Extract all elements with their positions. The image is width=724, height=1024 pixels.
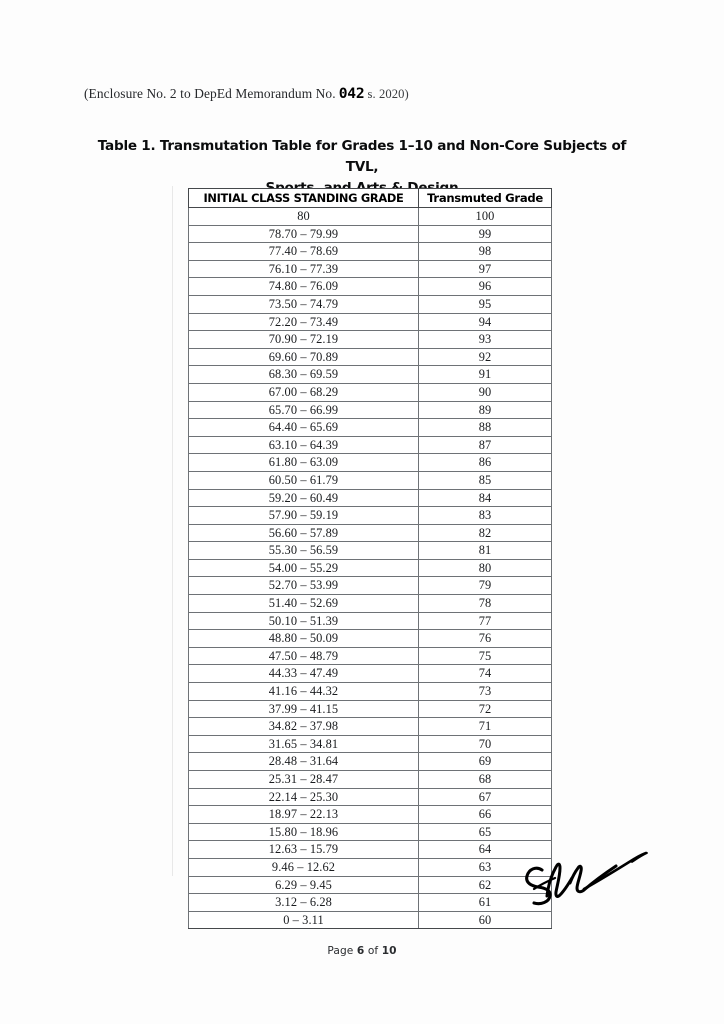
table-row [189,612,552,630]
cell-initial-class-standing-grade: 47.50 – 48.79 [189,647,419,665]
cell-initial-class-standing-grade: 61.80 – 63.09 [189,454,419,472]
cell-initial-class-standing-grade: 57.90 – 59.19 [189,507,419,525]
table-row [189,366,552,384]
cell-initial-class-standing-grade: 54.00 – 55.29 [189,559,419,577]
cell-transmuted-grade: 72 [419,700,552,718]
cell-transmuted-grade: 90 [419,383,552,401]
cell-transmuted-grade: 62 [419,876,552,894]
cell-initial-class-standing-grade: 65.70 – 66.99 [189,401,419,419]
table-row [189,876,552,894]
table-row [189,419,552,437]
table-row [189,823,552,841]
cell-initial-class-standing-grade: 73.50 – 74.79 [189,295,419,313]
table-row [189,208,552,226]
cell-initial-class-standing-grade: 78.70 – 79.99 [189,225,419,243]
table-row [189,665,552,683]
table-row [189,911,552,929]
cell-initial-class-standing-grade: 80 [189,208,419,226]
cell-initial-class-standing-grade: 74.80 – 76.09 [189,278,419,296]
table-row [189,295,552,313]
cell-transmuted-grade: 63 [419,858,552,876]
table-row [189,683,552,701]
cell-initial-class-standing-grade: 69.60 – 70.89 [189,348,419,366]
cell-transmuted-grade: 99 [419,225,552,243]
cell-transmuted-grade: 67 [419,788,552,806]
cell-initial-class-standing-grade: 56.60 – 57.89 [189,524,419,542]
cell-transmuted-grade: 100 [419,208,552,226]
footer-of-word: of [367,945,379,957]
table-row [189,858,552,876]
footer-total-pages: 10 [381,945,397,957]
table-row [189,718,552,736]
cell-initial-class-standing-grade: 15.80 – 18.96 [189,823,419,841]
cell-transmuted-grade: 69 [419,753,552,771]
cell-initial-class-standing-grade: 55.30 – 56.59 [189,542,419,560]
page-title-line-1: Table 1. Transmutation Table for Grades 1–10 and Non-Core Subjects of TVL, [97,138,627,175]
table-row [189,278,552,296]
cell-initial-class-standing-grade: 67.00 – 68.29 [189,383,419,401]
cell-transmuted-grade: 92 [419,348,552,366]
cell-transmuted-grade: 83 [419,507,552,525]
memorandum-series: s. 2020) [367,87,409,101]
table-row [189,348,552,366]
footer-current-page: 6 [356,945,365,957]
table-row [189,753,552,771]
cell-initial-class-standing-grade: 34.82 – 37.98 [189,718,419,736]
cell-initial-class-standing-grade: 37.99 – 41.15 [189,700,419,718]
cell-initial-class-standing-grade: 44.33 – 47.49 [189,665,419,683]
cell-transmuted-grade: 85 [419,471,552,489]
cell-transmuted-grade: 81 [419,542,552,560]
table-row [189,260,552,278]
cell-transmuted-grade: 80 [419,559,552,577]
page-footer [0,945,724,957]
cell-transmuted-grade: 61 [419,894,552,912]
memorandum-number-stamp: 042 [338,85,365,102]
cell-initial-class-standing-grade: 59.20 – 60.49 [189,489,419,507]
cell-initial-class-standing-grade: 22.14 – 25.30 [189,788,419,806]
table-row [189,225,552,243]
cell-initial-class-standing-grade: 18.97 – 22.13 [189,806,419,824]
table-row [189,489,552,507]
table-row [189,542,552,560]
cell-transmuted-grade: 84 [419,489,552,507]
cell-initial-class-standing-grade: 77.40 – 78.69 [189,243,419,261]
table-row [189,595,552,613]
cell-initial-class-standing-grade: 70.90 – 72.19 [189,331,419,349]
cell-transmuted-grade: 60 [419,911,552,929]
table-header-row [189,189,552,208]
cell-transmuted-grade: 98 [419,243,552,261]
cell-initial-class-standing-grade: 68.30 – 69.59 [189,366,419,384]
cell-transmuted-grade: 78 [419,595,552,613]
cell-initial-class-standing-grade: 72.20 – 73.49 [189,313,419,331]
cell-initial-class-standing-grade: 3.12 – 6.28 [189,894,419,912]
cell-transmuted-grade: 66 [419,806,552,824]
cell-initial-class-standing-grade: 6.29 – 9.45 [189,876,419,894]
cell-transmuted-grade: 75 [419,647,552,665]
transmutation-table [188,188,552,929]
table-row [189,841,552,859]
cell-initial-class-standing-grade: 51.40 – 52.69 [189,595,419,613]
table-header [189,189,552,208]
table-row [189,647,552,665]
cell-transmuted-grade: 94 [419,313,552,331]
cell-initial-class-standing-grade: 0 – 3.11 [189,911,419,929]
cell-transmuted-grade: 68 [419,771,552,789]
table-row [189,331,552,349]
table-body [189,208,552,929]
cell-initial-class-standing-grade: 25.31 – 28.47 [189,771,419,789]
column-header-initial-class-standing-grade: INITIAL CLASS STANDING GRADE [189,189,419,208]
cell-transmuted-grade: 95 [419,295,552,313]
cell-transmuted-grade: 82 [419,524,552,542]
cell-transmuted-grade: 71 [419,718,552,736]
table-row [189,771,552,789]
table-row [189,471,552,489]
table-row [189,894,552,912]
cell-transmuted-grade: 88 [419,419,552,437]
scan-artifact-line [172,186,173,876]
cell-transmuted-grade: 96 [419,278,552,296]
cell-transmuted-grade: 77 [419,612,552,630]
cell-transmuted-grade: 73 [419,683,552,701]
cell-transmuted-grade: 87 [419,436,552,454]
table-row [189,243,552,261]
cell-transmuted-grade: 65 [419,823,552,841]
cell-transmuted-grade: 74 [419,665,552,683]
table-row [189,383,552,401]
table-row [189,700,552,718]
table-row [189,401,552,419]
cell-initial-class-standing-grade: 60.50 – 61.79 [189,471,419,489]
table-row [189,788,552,806]
table-row [189,507,552,525]
table-row [189,735,552,753]
table-row [189,436,552,454]
table-row [189,454,552,472]
cell-transmuted-grade: 86 [419,454,552,472]
cell-initial-class-standing-grade: 9.46 – 12.62 [189,858,419,876]
footer-page-word: Page [327,945,354,957]
cell-initial-class-standing-grade: 52.70 – 53.99 [189,577,419,595]
cell-transmuted-grade: 76 [419,630,552,648]
table-row [189,806,552,824]
cell-initial-class-standing-grade: 41.16 – 44.32 [189,683,419,701]
cell-initial-class-standing-grade: 12.63 – 15.79 [189,841,419,859]
cell-initial-class-standing-grade: 31.65 – 34.81 [189,735,419,753]
cell-initial-class-standing-grade: 76.10 – 77.39 [189,260,419,278]
enclosure-reference-line [84,85,409,102]
cell-transmuted-grade: 93 [419,331,552,349]
cell-initial-class-standing-grade: 28.48 – 31.64 [189,753,419,771]
table-row [189,630,552,648]
cell-initial-class-standing-grade: 63.10 – 64.39 [189,436,419,454]
table-row [189,524,552,542]
cell-transmuted-grade: 91 [419,366,552,384]
cell-initial-class-standing-grade: 50.10 – 51.39 [189,612,419,630]
cell-transmuted-grade: 70 [419,735,552,753]
cell-transmuted-grade: 97 [419,260,552,278]
cell-transmuted-grade: 64 [419,841,552,859]
cell-initial-class-standing-grade: 64.40 – 65.69 [189,419,419,437]
cell-transmuted-grade: 79 [419,577,552,595]
table-row [189,313,552,331]
table-row [189,559,552,577]
column-header-transmuted-grade: Transmuted Grade [419,189,552,208]
cell-transmuted-grade: 89 [419,401,552,419]
table-row [189,577,552,595]
enclosure-prefix: (Enclosure No. 2 to DepEd Memorandum No. [84,86,336,101]
cell-initial-class-standing-grade: 48.80 – 50.09 [189,630,419,648]
